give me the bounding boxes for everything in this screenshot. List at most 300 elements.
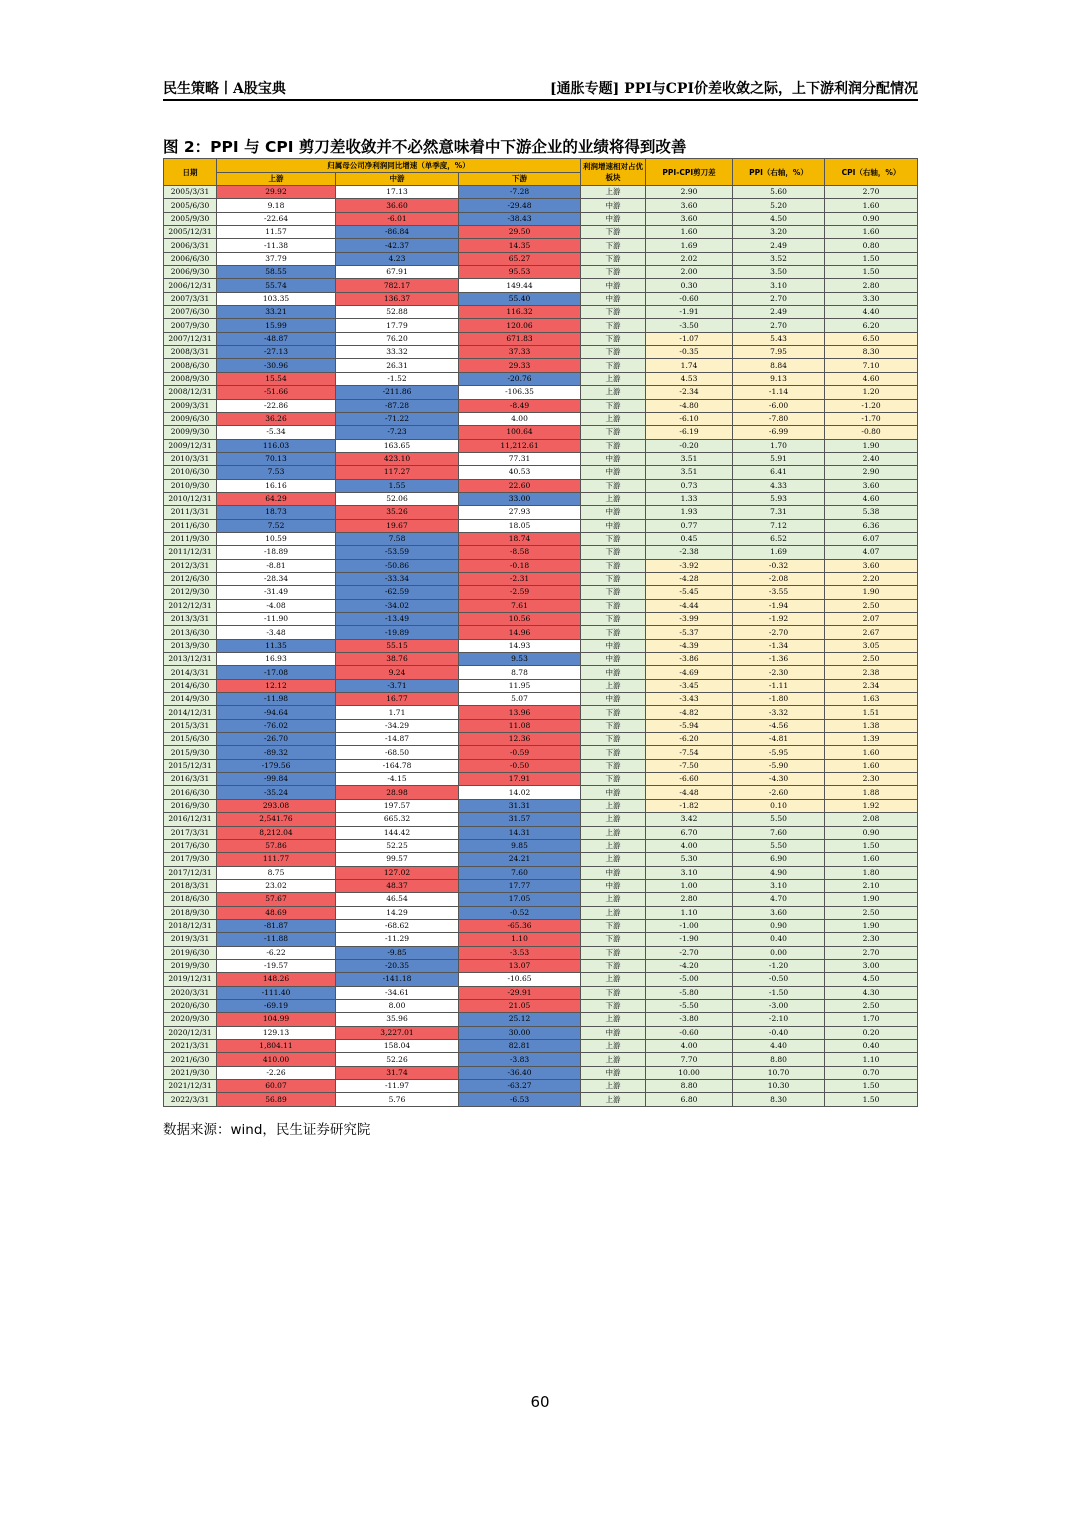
spread-cell: 2.80 [646,893,733,906]
downstream-cell: 116.32 [459,306,581,319]
ppi-cell: 3.50 [733,266,825,279]
downstream-cell: 55.40 [459,292,581,305]
date-cell: 2017/6/30 [164,839,217,852]
upstream-cell: 11.35 [217,639,336,652]
midstream-cell: -34.29 [336,719,459,732]
lead-sector-cell: 中游 [581,879,646,892]
ppi-cell: -3.00 [733,999,825,1012]
spread-cell: -5.45 [646,586,733,599]
cpi-cell: 3.60 [825,479,918,492]
cpi-cell: 0.90 [825,212,918,225]
date-cell: 2006/6/30 [164,252,217,265]
table-row [164,666,918,679]
table-row [164,639,918,652]
lead-sector-cell: 下游 [581,559,646,572]
table-row [164,839,918,852]
midstream-cell: -19.89 [336,626,459,639]
spread-cell: -1.91 [646,306,733,319]
table-row [164,919,918,932]
lead-sector-cell: 中游 [581,639,646,652]
upstream-cell: 15.99 [217,319,336,332]
cpi-cell: 1.60 [825,746,918,759]
upstream-cell: 56.89 [217,1093,336,1106]
upstream-cell: -69.19 [217,999,336,1012]
midstream-cell: 76.20 [336,332,459,345]
table-row [164,946,918,959]
spread-cell: -5.37 [646,626,733,639]
lead-sector-cell: 下游 [581,586,646,599]
downstream-cell: -3.53 [459,946,581,959]
spread-cell: -4.82 [646,706,733,719]
downstream-cell: 33.00 [459,492,581,505]
table-row [164,853,918,866]
upstream-cell: -6.22 [217,946,336,959]
spread-cell: -7.54 [646,746,733,759]
ppi-cell: 7.95 [733,346,825,359]
downstream-cell: 30.00 [459,1026,581,1039]
lead-sector-cell: 下游 [581,359,646,372]
date-cell: 2011/12/31 [164,546,217,559]
upstream-cell: 8.75 [217,866,336,879]
downstream-cell: 1.10 [459,933,581,946]
downstream-cell: 7.60 [459,866,581,879]
spread-cell: -1.07 [646,332,733,345]
midstream-cell: 5.76 [336,1093,459,1106]
table-row [164,332,918,345]
date-cell: 2012/12/31 [164,599,217,612]
table-row [164,773,918,786]
lead-sector-cell: 下游 [581,773,646,786]
upstream-cell: -22.86 [217,399,336,412]
upstream-cell: 104.99 [217,1013,336,1026]
downstream-cell: 8.78 [459,666,581,679]
cpi-cell: 1.90 [825,893,918,906]
midstream-cell: 144.42 [336,826,459,839]
table-row [164,879,918,892]
lead-sector-cell: 下游 [581,306,646,319]
downstream-cell: -8.58 [459,546,581,559]
cpi-cell: 2.50 [825,999,918,1012]
spread-cell: -0.35 [646,346,733,359]
cpi-cell: 2.67 [825,626,918,639]
upstream-cell: -35.24 [217,786,336,799]
date-cell: 2007/6/30 [164,306,217,319]
cpi-cell: -1.70 [825,412,918,425]
downstream-cell: 17.77 [459,879,581,892]
date-cell: 2008/12/31 [164,386,217,399]
col-header-date: 日期 [164,159,217,186]
midstream-cell: -71.22 [336,412,459,425]
lead-sector-cell: 上游 [581,1040,646,1053]
downstream-cell: 13.07 [459,959,581,972]
spread-cell: 0.77 [646,519,733,532]
spread-cell: -3.45 [646,679,733,692]
ppi-cell: -1.20 [733,959,825,972]
cpi-cell: 1.39 [825,733,918,746]
date-cell: 2008/9/30 [164,372,217,385]
spread-cell: -3.80 [646,1013,733,1026]
upstream-cell: -81.87 [217,919,336,932]
lead-sector-cell: 下游 [581,239,646,252]
spread-cell: 3.51 [646,452,733,465]
lead-sector-cell: 上游 [581,799,646,812]
lead-sector-cell: 下游 [581,226,646,239]
table-row [164,439,918,452]
midstream-cell: -62.59 [336,586,459,599]
downstream-cell: -6.53 [459,1093,581,1106]
date-cell: 2020/12/31 [164,1026,217,1039]
downstream-cell: 18.74 [459,532,581,545]
downstream-cell: -29.48 [459,199,581,212]
date-cell: 2010/6/30 [164,466,217,479]
date-cell: 2015/6/30 [164,733,217,746]
cpi-cell: 2.50 [825,599,918,612]
spread-cell: 1.74 [646,359,733,372]
header-divider [163,99,918,101]
lead-sector-cell: 上游 [581,372,646,385]
downstream-cell: 77.31 [459,452,581,465]
ppi-cell: -0.50 [733,973,825,986]
ppi-cell: 6.90 [733,853,825,866]
ppi-cell: 0.90 [733,919,825,932]
date-cell: 2007/12/31 [164,332,217,345]
midstream-cell: 7.58 [336,532,459,545]
ppi-cell: -2.70 [733,626,825,639]
date-cell: 2005/3/31 [164,186,217,199]
date-cell: 2006/9/30 [164,266,217,279]
date-cell: 2019/3/31 [164,933,217,946]
midstream-cell: 52.06 [336,492,459,505]
lead-sector-cell: 上游 [581,679,646,692]
date-cell: 2013/12/31 [164,653,217,666]
col-header-profit-group: 归属母公司净利润同比增速（单季度，%） [217,159,581,173]
lead-sector-cell: 下游 [581,426,646,439]
downstream-cell: 29.50 [459,226,581,239]
spread-cell: 7.70 [646,1053,733,1066]
date-cell: 2011/3/31 [164,506,217,519]
midstream-cell: 26.31 [336,359,459,372]
lead-sector-cell: 下游 [581,399,646,412]
cpi-cell: 4.30 [825,986,918,999]
page-number: 60 [530,1393,550,1411]
downstream-cell: 13.96 [459,706,581,719]
midstream-cell: -53.59 [336,546,459,559]
table-row [164,572,918,585]
ppi-cell: -5.90 [733,759,825,772]
spread-cell: 3.10 [646,866,733,879]
spread-cell: 1.69 [646,239,733,252]
upstream-cell: 33.21 [217,306,336,319]
table-row [164,546,918,559]
ppi-cell: 2.49 [733,239,825,252]
ppi-cell: -3.32 [733,706,825,719]
date-cell: 2009/12/31 [164,439,217,452]
upstream-cell: 57.67 [217,893,336,906]
downstream-cell: 37.33 [459,346,581,359]
table-row [164,386,918,399]
downstream-cell: 31.31 [459,799,581,812]
table-row [164,719,918,732]
table-row [164,186,918,199]
date-cell: 2020/9/30 [164,1013,217,1026]
date-cell: 2006/12/31 [164,279,217,292]
upstream-cell: 37.79 [217,252,336,265]
cpi-cell: 4.40 [825,306,918,319]
upstream-cell: -11.38 [217,239,336,252]
date-cell: 2014/3/31 [164,666,217,679]
ppi-cell: 5.50 [733,813,825,826]
upstream-cell: 111.77 [217,853,336,866]
upstream-cell: 129.13 [217,1026,336,1039]
midstream-cell: -141.18 [336,973,459,986]
lead-sector-cell: 上游 [581,186,646,199]
cpi-cell: 2.40 [825,452,918,465]
upstream-cell: -99.84 [217,773,336,786]
cpi-cell: 0.80 [825,239,918,252]
downstream-cell: 17.05 [459,893,581,906]
spread-cell: -4.39 [646,639,733,652]
midstream-cell: 1.71 [336,706,459,719]
spread-cell: -7.50 [646,759,733,772]
cpi-cell: 6.07 [825,532,918,545]
cpi-cell: 3.60 [825,559,918,572]
spread-cell: 3.51 [646,466,733,479]
figure-title: 图 2：PPI 与 CPI 剪刀差收敛并不必然意味着中下游企业的业绩将得到改善 [163,138,687,156]
cpi-cell: 1.60 [825,226,918,239]
table-row [164,479,918,492]
ppi-cell: -3.55 [733,586,825,599]
midstream-cell: -211.86 [336,386,459,399]
cpi-cell: 5.38 [825,506,918,519]
ppi-cell: 4.50 [733,212,825,225]
downstream-cell: -0.18 [459,559,581,572]
date-cell: 2019/6/30 [164,946,217,959]
cpi-cell: 1.90 [825,919,918,932]
cpi-cell: 0.20 [825,1026,918,1039]
midstream-cell: 35.26 [336,506,459,519]
date-cell: 2018/6/30 [164,893,217,906]
lead-sector-cell: 中游 [581,466,646,479]
spread-cell: 1.00 [646,879,733,892]
cpi-cell: 7.10 [825,359,918,372]
upstream-cell: -27.13 [217,346,336,359]
table-row [164,933,918,946]
downstream-cell: -0.59 [459,746,581,759]
spread-cell: 3.42 [646,813,733,826]
date-cell: 2017/3/31 [164,826,217,839]
lead-sector-cell: 下游 [581,733,646,746]
data-source-note: 数据来源：wind，民生证券研究院 [163,1122,371,1138]
ppi-cell: 4.70 [733,893,825,906]
upstream-cell: 48.69 [217,906,336,919]
midstream-cell: 9.24 [336,666,459,679]
downstream-cell: 120.06 [459,319,581,332]
lead-sector-cell: 中游 [581,1066,646,1079]
cpi-cell: 2.50 [825,653,918,666]
cpi-cell: 2.38 [825,666,918,679]
table-row [164,906,918,919]
lead-sector-cell: 下游 [581,719,646,732]
lead-sector-cell: 下游 [581,532,646,545]
date-cell: 2011/6/30 [164,519,217,532]
lead-sector-cell: 中游 [581,666,646,679]
cpi-cell: 1.20 [825,386,918,399]
downstream-cell: 40.53 [459,466,581,479]
lead-sector-cell: 中游 [581,452,646,465]
cpi-cell: 6.20 [825,319,918,332]
header-left: 民生策略丨A股宝典 [163,81,286,97]
ppi-cell: 9.13 [733,372,825,385]
ppi-cell: -0.40 [733,1026,825,1039]
ppi-cell: -4.56 [733,719,825,732]
cpi-cell: 2.30 [825,773,918,786]
upstream-cell: -94.64 [217,706,336,719]
ppi-cell: -1.80 [733,693,825,706]
upstream-cell: 55.74 [217,279,336,292]
spread-cell: 3.60 [646,199,733,212]
ppi-cell: 3.60 [733,906,825,919]
ppi-cell: -5.95 [733,746,825,759]
downstream-cell: 25.12 [459,1013,581,1026]
spread-cell: 2.00 [646,266,733,279]
midstream-cell: 52.88 [336,306,459,319]
upstream-cell: 60.07 [217,1080,336,1093]
lead-sector-cell: 中游 [581,866,646,879]
spread-cell: 4.53 [646,372,733,385]
upstream-cell: 16.16 [217,479,336,492]
lead-sector-cell: 上游 [581,386,646,399]
midstream-cell: -1.52 [336,372,459,385]
spread-cell: -1.00 [646,919,733,932]
downstream-cell: -106.35 [459,386,581,399]
cpi-cell: 1.50 [825,839,918,852]
lead-sector-cell: 下游 [581,439,646,452]
lead-sector-cell: 上游 [581,973,646,986]
lead-sector-cell: 上游 [581,1093,646,1106]
midstream-cell: 3,227.01 [336,1026,459,1039]
ppi-cell: 0.10 [733,799,825,812]
downstream-cell: -2.31 [459,572,581,585]
downstream-cell: 14.93 [459,639,581,652]
cpi-cell: 1.60 [825,759,918,772]
upstream-cell: 116.03 [217,439,336,452]
date-cell: 2013/3/31 [164,613,217,626]
cpi-cell: 1.60 [825,853,918,866]
table-row [164,359,918,372]
midstream-cell: -13.49 [336,613,459,626]
midstream-cell: 158.04 [336,1040,459,1053]
table-row [164,653,918,666]
midstream-cell: -9.85 [336,946,459,959]
col-header-upstream: 上游 [217,173,336,186]
midstream-cell: 19.67 [336,519,459,532]
cpi-cell: 1.50 [825,252,918,265]
table-row [164,893,918,906]
midstream-cell: 33.32 [336,346,459,359]
date-cell: 2020/6/30 [164,999,217,1012]
midstream-cell: -68.62 [336,919,459,932]
table-row [164,866,918,879]
ppi-cell: -2.08 [733,572,825,585]
midstream-cell: 117.27 [336,466,459,479]
date-cell: 2015/12/31 [164,759,217,772]
ppi-cell: -1.92 [733,613,825,626]
table-row [164,626,918,639]
upstream-cell: -19.57 [217,959,336,972]
lead-sector-cell: 下游 [581,479,646,492]
table-row [164,559,918,572]
ppi-cell: -6.99 [733,426,825,439]
upstream-cell: -11.98 [217,693,336,706]
spread-cell: -3.99 [646,613,733,626]
date-cell: 2021/12/31 [164,1080,217,1093]
ppi-cell: -1.36 [733,653,825,666]
cpi-cell: 1.90 [825,439,918,452]
downstream-cell: 29.33 [459,359,581,372]
table-row [164,706,918,719]
date-cell: 2022/3/31 [164,1093,217,1106]
upstream-cell: -4.08 [217,599,336,612]
downstream-cell: 11,212.61 [459,439,581,452]
midstream-cell: 127.02 [336,866,459,879]
spread-cell: -4.80 [646,399,733,412]
spread-cell: 4.00 [646,1040,733,1053]
ppi-cell: 1.69 [733,546,825,559]
midstream-cell: -42.37 [336,239,459,252]
downstream-cell: 21.05 [459,999,581,1012]
midstream-cell: 197.57 [336,799,459,812]
table-row [164,1013,918,1026]
cpi-cell: 2.70 [825,186,918,199]
spread-cell: 5.30 [646,853,733,866]
table-row [164,426,918,439]
lead-sector-cell: 上游 [581,813,646,826]
upstream-cell: -18.89 [217,546,336,559]
lead-sector-cell: 上游 [581,412,646,425]
midstream-cell: 8.00 [336,999,459,1012]
midstream-cell: 163.65 [336,439,459,452]
spread-cell: 1.33 [646,492,733,505]
spread-cell: -0.20 [646,439,733,452]
upstream-cell: -5.34 [217,426,336,439]
ppi-cell: 5.50 [733,839,825,852]
ppi-cell: 4.40 [733,1040,825,1053]
table-row [164,1053,918,1066]
downstream-cell: 11.08 [459,719,581,732]
midstream-cell: 16.77 [336,693,459,706]
table-row [164,199,918,212]
midstream-cell: 35.96 [336,1013,459,1026]
downstream-cell: -0.52 [459,906,581,919]
midstream-cell: -50.86 [336,559,459,572]
downstream-cell: 9.85 [459,839,581,852]
downstream-cell: 7.61 [459,599,581,612]
lead-sector-cell: 下游 [581,252,646,265]
midstream-cell: -34.61 [336,986,459,999]
upstream-cell: -8.81 [217,559,336,572]
downstream-cell: -36.40 [459,1066,581,1079]
date-cell: 2017/9/30 [164,853,217,866]
cpi-cell: 8.30 [825,346,918,359]
page-header [163,76,918,98]
header-right: [通胀专题] PPI与CPI价差收敛之际，上下游利润分配情况 [550,81,918,97]
ppi-cell: 10.30 [733,1080,825,1093]
date-cell: 2014/9/30 [164,693,217,706]
lead-sector-cell: 上游 [581,1013,646,1026]
ppi-cell: 6.41 [733,466,825,479]
table-row [164,239,918,252]
cpi-cell: 2.10 [825,879,918,892]
